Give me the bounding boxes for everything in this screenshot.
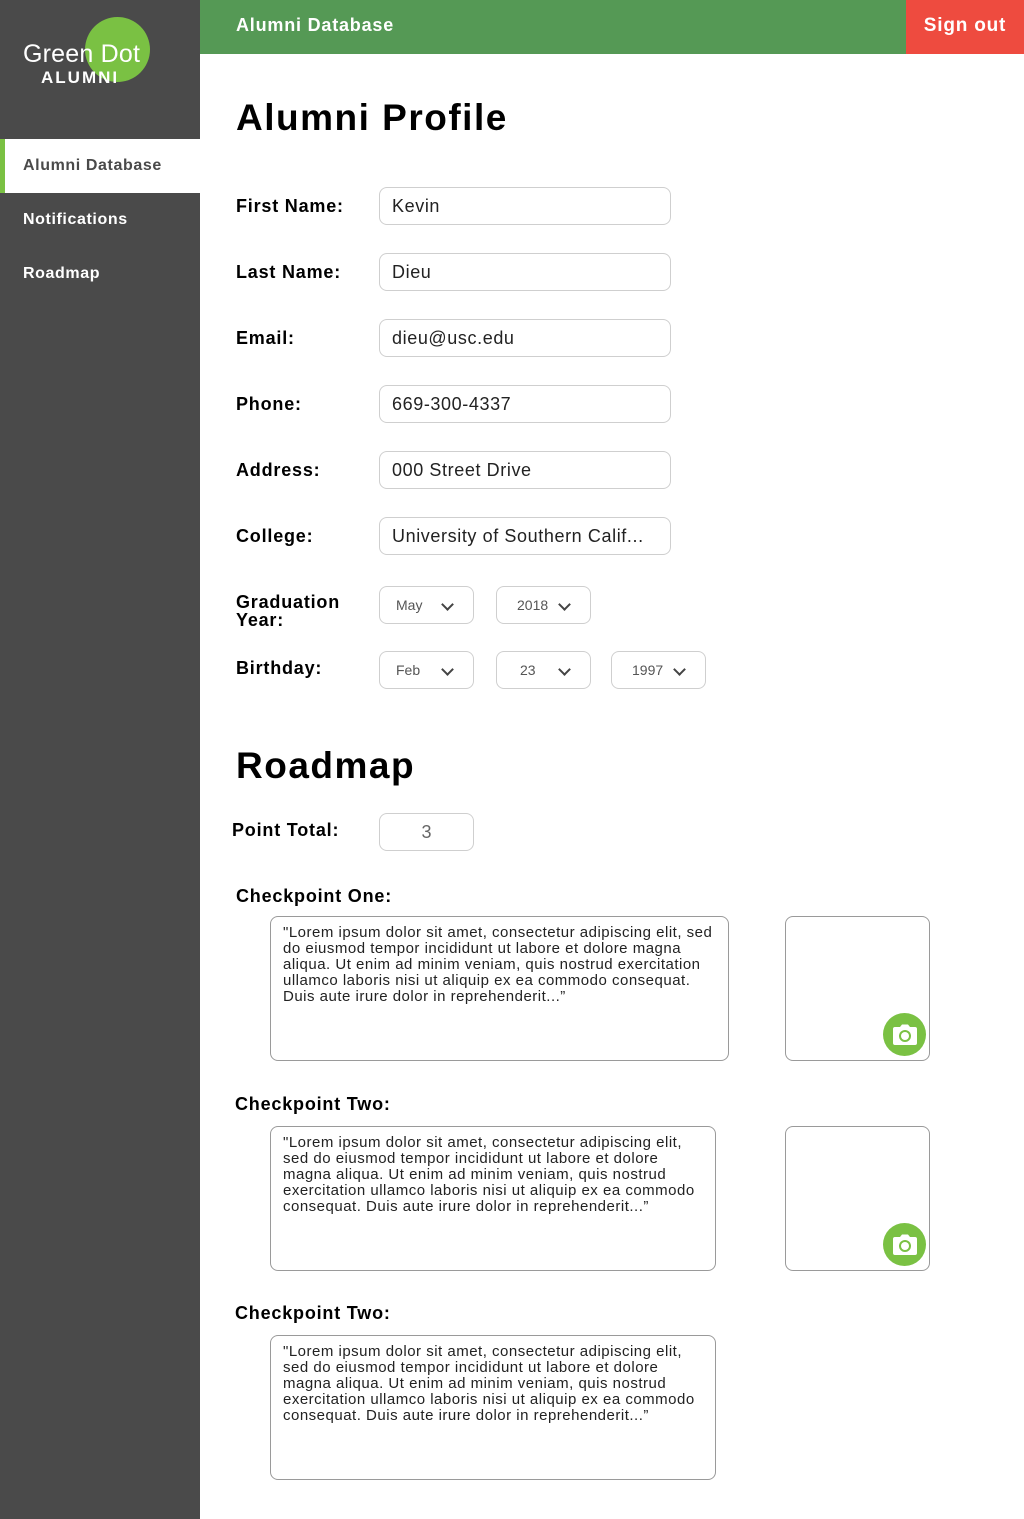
upload-photo-button[interactable] <box>883 1013 926 1056</box>
page-section-title: Alumni Database <box>236 15 395 35</box>
chevron-down-icon <box>441 663 454 676</box>
email-field[interactable]: dieu@usc.edu <box>379 319 671 357</box>
chevron-down-icon <box>558 663 571 676</box>
chevron-down-icon <box>673 663 686 676</box>
camera-icon <box>892 1234 918 1256</box>
checkpoint-one-photo[interactable] <box>785 916 930 1061</box>
last-name-label: Last Name: <box>236 262 342 282</box>
sidebar-item-roadmap[interactable]: Roadmap <box>23 265 101 282</box>
roadmap-heading: Roadmap <box>236 745 416 786</box>
sign-out-button[interactable]: Sign out <box>906 0 1024 54</box>
first-name-label: First Name: <box>236 196 344 216</box>
upload-photo-button[interactable] <box>883 1223 926 1266</box>
checkpoint-two-text[interactable]: "Lorem ipsum dolor sit amet, consectetur adipiscing elit, sed do eiusmod tempor incididunt ut labore et dolore magna aliqua. Ut enim ad minim veniam, quis nostrud exercitation ullamco laboris nisi ut aliquip ex ea commodo consequat. Duis aute irure dolor in reprehenderit...” <box>270 1126 716 1271</box>
logo-subtext: ALUMNI <box>41 68 120 87</box>
checkpoint-two-photo[interactable] <box>785 1126 930 1271</box>
last-name-field[interactable]: Dieu <box>379 253 671 291</box>
top-bar <box>200 0 1024 54</box>
first-name-field[interactable]: Kevin <box>379 187 671 225</box>
birthday-day-select[interactable] <box>496 651 591 689</box>
graduation-year-value: 2018 <box>517 597 549 613</box>
birthday-year-select[interactable] <box>611 651 706 689</box>
graduation-month-select[interactable] <box>379 586 474 624</box>
checkpoint-one-label: Checkpoint One: <box>236 886 393 906</box>
sidebar <box>0 0 200 1519</box>
birthday-month-select[interactable] <box>379 651 474 689</box>
sidebar-item-notifications[interactable]: Notifications <box>23 211 128 228</box>
email-label: Email: <box>236 328 295 348</box>
college-label: College: <box>236 526 314 546</box>
college-field[interactable]: University of Southern Calif... <box>379 517 671 555</box>
phone-field[interactable]: 669-300-4337 <box>379 385 671 423</box>
chevron-down-icon <box>441 598 454 611</box>
address-label: Address: <box>236 460 321 480</box>
phone-label: Phone: <box>236 394 302 414</box>
logo-text: Green Dot <box>23 40 141 68</box>
camera-icon <box>892 1024 918 1046</box>
page-title: Alumni Profile <box>236 97 508 138</box>
checkpoint-two-label: Checkpoint Two: <box>235 1094 391 1114</box>
graduation-year-select[interactable] <box>496 586 591 624</box>
graduation-month-value: May <box>396 597 423 613</box>
checkpoint-one-text[interactable]: "Lorem ipsum dolor sit amet, consectetur adipiscing elit, sed do eiusmod tempor incididunt ut labore et dolore magna aliqua. Ut enim ad minim veniam, quis nostrud exercitation ullamco laboris nisi ut aliquip ex ea commodo consequat. Duis aute irure dolor in reprehenderit...” <box>270 916 729 1061</box>
birthday-label: Birthday: <box>236 658 323 678</box>
checkpoint-three-text[interactable]: "Lorem ipsum dolor sit amet, consectetur adipiscing elit, sed do eiusmod tempor incididunt ut labore et dolore magna aliqua. Ut enim ad minim veniam, quis nostrud exercitation ullamco laboris nisi ut aliquip ex ea commodo consequat. Duis aute irure dolor in reprehenderit...” <box>270 1335 716 1480</box>
graduation-year-label: Graduation Year: <box>236 592 341 630</box>
chevron-down-icon <box>558 598 571 611</box>
checkpoint-three-label: Checkpoint Two: <box>235 1303 391 1323</box>
address-field[interactable]: 000 Street Drive <box>379 451 671 489</box>
birthday-year-value: 1997 <box>632 662 664 678</box>
point-total-field[interactable]: 3 <box>379 813 474 851</box>
sidebar-item-alumni-database[interactable]: Alumni Database <box>0 139 200 193</box>
birthday-month-value: Feb <box>396 662 421 678</box>
brand-logo[interactable] <box>0 0 200 139</box>
point-total-label: Point Total: <box>232 820 340 840</box>
birthday-day-value: 23 <box>520 662 536 678</box>
